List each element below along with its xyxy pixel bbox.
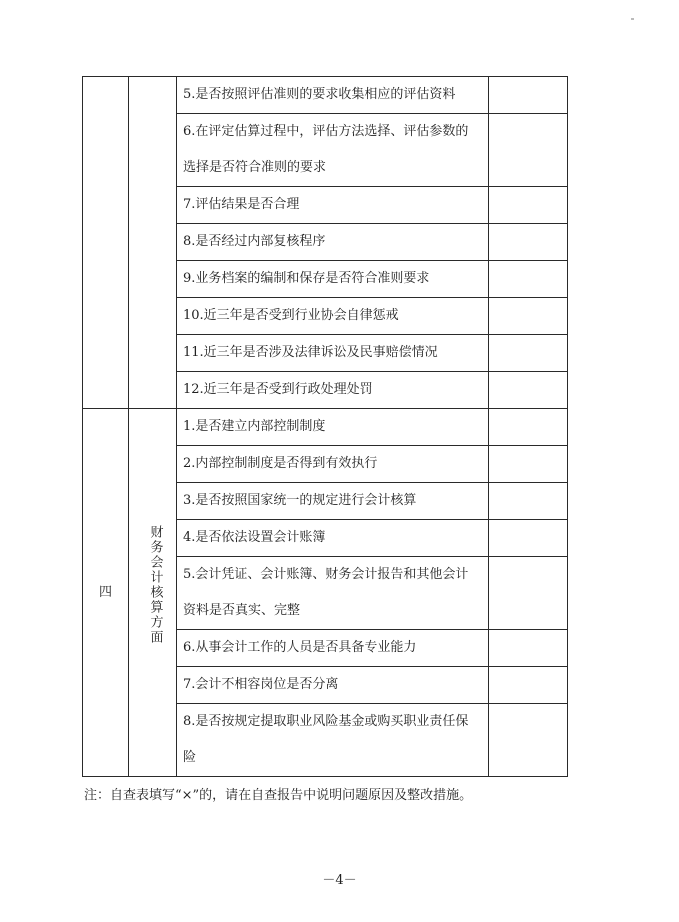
check-item: 9.业务档案的编制和保存是否符合准则要求 [177, 261, 489, 298]
check-item: 5.是否按照评估准则的要求收集相应的评估资料 [177, 77, 489, 114]
self-check-table [82, 76, 568, 777]
section-category-cell [129, 409, 177, 777]
footnote: 注：自查表填写“×”的，请在自查报告中说明问题原因及整改措施。 [84, 788, 473, 803]
result-cell[interactable] [489, 520, 568, 557]
check-item: 11.近三年是否涉及法律诉讼及民事赔偿情况 [177, 335, 489, 372]
result-cell[interactable] [489, 224, 568, 261]
check-item: 1.是否建立内部控制制度 [177, 409, 489, 446]
result-cell[interactable] [489, 667, 568, 704]
result-cell[interactable] [489, 261, 568, 298]
result-cell[interactable] [489, 704, 568, 777]
result-cell[interactable] [489, 335, 568, 372]
result-cell[interactable] [489, 298, 568, 335]
check-item: 8.是否按规定提取职业风险基金或购买职业责任保 险 [177, 704, 489, 777]
table-body [83, 77, 568, 777]
check-item: 8.是否经过内部复核程序 [177, 224, 489, 261]
check-item: 12.近三年是否受到行政处理处罚 [177, 372, 489, 409]
check-item: 3.是否按照国家统一的规定进行会计核算 [177, 483, 489, 520]
table-row [83, 77, 568, 114]
check-item: 7.评估结果是否合理 [177, 187, 489, 224]
result-cell[interactable] [489, 114, 568, 187]
check-item: 2.内部控制制度是否得到有效执行 [177, 446, 489, 483]
result-cell[interactable] [489, 77, 568, 114]
check-item: 6.从事会计工作的人员是否具备专业能力 [177, 630, 489, 667]
result-cell[interactable] [489, 483, 568, 520]
prev-section-category-cell [129, 77, 177, 409]
result-cell[interactable] [489, 446, 568, 483]
check-item: 5.会计凭证、会计账簿、财务会计报告和其他会计 资料是否真实、完整 [177, 557, 489, 630]
check-item: 7.会计不相容岗位是否分离 [177, 667, 489, 704]
result-cell[interactable] [489, 557, 568, 630]
check-item: 10.近三年是否受到行业协会自律惩戒 [177, 298, 489, 335]
result-cell[interactable] [489, 630, 568, 667]
page-number: －4－ [322, 873, 357, 888]
result-cell[interactable] [489, 187, 568, 224]
section-index-cell: 四 [83, 409, 129, 777]
table-row [83, 409, 568, 446]
result-cell[interactable] [489, 372, 568, 409]
prev-section-index-cell [83, 77, 129, 409]
result-cell[interactable] [489, 409, 568, 446]
check-item: 6.在评定估算过程中，评估方法选择、评估参数的 选择是否符合准则的要求 [177, 114, 489, 187]
section-category-label: 财务会计核算方面 [147, 525, 163, 645]
check-item: 4.是否依法设置会计账簿 [177, 520, 489, 557]
scan-mark [631, 18, 634, 20]
